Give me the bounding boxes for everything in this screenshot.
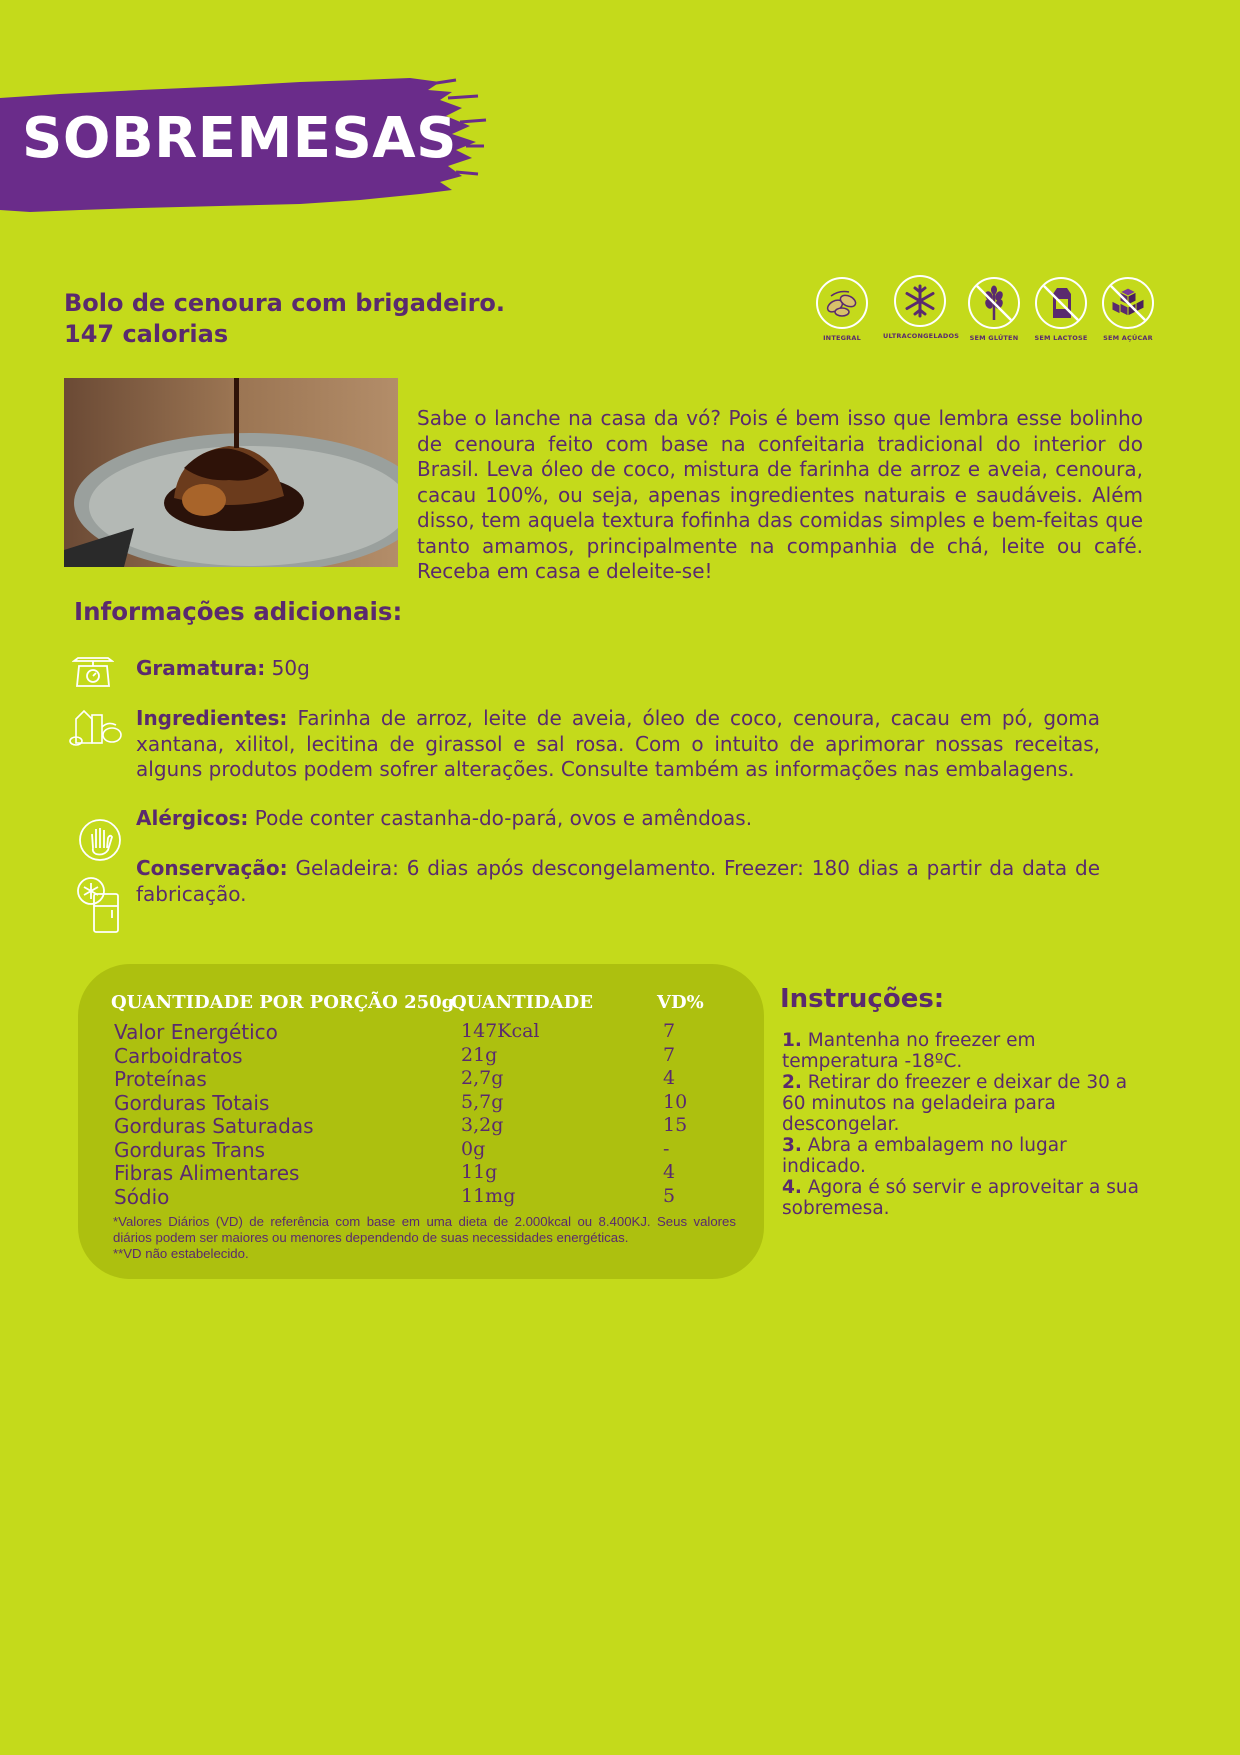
- info-ingredientes-value: Farinha de arroz, leite de aveia, óleo de coco, cenoura, cacau em pó, goma xantana, xilitol, lecitina de girassol e sal rosa. Com o intuito de aprimorar nossas receitas, alguns produtos podem sofrer alterações. Consulte também as informações nas embalagens.: [136, 706, 1100, 781]
- nutrient-quantity: 11mg: [461, 1184, 516, 1207]
- nutrient-name: Carboidratos: [114, 1043, 243, 1068]
- nutrition-header-portion: QUANTIDADE POR PORÇÃO 250g: [111, 992, 455, 1013]
- nutrient-quantity: 2,7g: [461, 1067, 504, 1089]
- info-heading: Informações adicionais:: [74, 597, 403, 626]
- ingredients-icon: [68, 709, 122, 747]
- badge-label: SEM LACTOSE: [1034, 334, 1088, 342]
- info-gramatura: [136, 656, 1100, 682]
- product-photo: [64, 378, 398, 567]
- product-title-line-1: Bolo de cenoura com brigadeiro.: [64, 289, 506, 317]
- nutrition-row: [114, 1067, 714, 1091]
- instruction-step-number: 1.: [782, 1030, 802, 1051]
- snowflake-icon: [893, 274, 947, 328]
- nutrient-vd: 10: [663, 1090, 688, 1113]
- grains-icon: [815, 276, 869, 330]
- nutrient-name: Proteínas: [114, 1067, 207, 1091]
- instruction-step: [782, 1177, 1152, 1219]
- nutrient-vd: 4: [663, 1067, 676, 1089]
- wheat-crossed-icon: [967, 276, 1021, 330]
- nutrition-row: [114, 1161, 714, 1185]
- nutrition-footnote-vd: *Valores Diários (VD) de referência com base em uma dieta de 2.000kcal ou 8.400KJ. Seus valores diários podem ser maiores ou menores dependendo de suas necessidades energéticas.: [113, 1214, 736, 1245]
- nutrient-name: Gorduras Totais: [114, 1090, 270, 1115]
- info-gramatura-label: Gramatura:: [136, 656, 266, 680]
- nutrient-vd: 15: [663, 1114, 688, 1136]
- nutrient-vd: 7: [663, 1043, 676, 1066]
- instruction-step-text: Mantenha no freezer em temperatura -18ºC.: [782, 1030, 1036, 1072]
- nutrient-name: Fibras Alimentares: [114, 1161, 300, 1185]
- nutrient-vd: -: [663, 1137, 670, 1160]
- badge-label: INTEGRAL: [823, 334, 861, 342]
- nutrition-header-quantity: QUANTIDADE: [451, 992, 593, 1013]
- nutrient-quantity: 21g: [461, 1043, 498, 1066]
- allergy-hand-icon: [78, 818, 122, 862]
- info-alergicos-label: Alérgicos:: [136, 806, 249, 830]
- nutrition-header-vd: VD%: [657, 992, 704, 1013]
- milk-carton-crossed-icon: [1034, 276, 1088, 330]
- info-gramatura-value: 50g: [271, 656, 310, 680]
- badge-sem-acucar: [1091, 276, 1165, 342]
- product-calories: 147 calorias: [64, 320, 229, 348]
- nutrition-row: [114, 1044, 714, 1068]
- nutrient-quantity: 5,7g: [461, 1090, 504, 1113]
- product-description: Sabe o lanche na casa da vó? Pois é bem isso que lembra esse bolinho de cenoura feito com base na confeitaria tradicional do interior do Brasil. Leva óleo de coco, mistura de farinha de arroz e aveia, cenoura, cacau 100%, ou seja, apenas ingredientes naturais e saudáveis. Além disso, tem aquela textura fofinha das comidas simples e bem-feitas que tanto amamos, principalmente na companhia de chá, leite ou café. Receba em casa e deleite-se!: [417, 406, 1143, 583]
- instruction-step-text: Retirar do freezer e deixar de 30 a 60 minutos na geladeira para descongelar.: [782, 1072, 1128, 1135]
- info-ingredientes: [136, 706, 1100, 783]
- badge-label: ULTRACONGELADOS: [883, 332, 960, 340]
- nutrient-name: Sódio: [114, 1184, 170, 1209]
- scale-icon: [72, 656, 114, 688]
- nutrition-footnote-not-established: **VD não estabelecido.: [113, 1246, 249, 1261]
- nutrient-quantity: 3,2g: [461, 1114, 504, 1136]
- nutrient-name: Gorduras Trans: [114, 1137, 266, 1162]
- nutrition-row: [114, 1138, 714, 1162]
- badge-ultracongelados: [883, 274, 960, 340]
- nutrition-row: [114, 1020, 714, 1044]
- instructions-heading: Instruções:: [780, 984, 945, 1014]
- nutrient-vd: 4: [663, 1161, 676, 1183]
- nutrition-row: [114, 1091, 714, 1115]
- instruction-step-text: Abra a embalagem no lugar indicado.: [782, 1135, 1067, 1177]
- fridge-snowflake-icon: [76, 876, 122, 934]
- instructions-list: [782, 1030, 1152, 1219]
- instruction-step-number: 2.: [782, 1072, 802, 1093]
- instruction-step-text: Agora é só servir e aproveitar a sua sobremesa.: [782, 1177, 1139, 1219]
- product-title: [64, 288, 505, 350]
- badge-label: SEM AÇÚCAR: [1103, 334, 1153, 342]
- instruction-step-number: 3.: [782, 1135, 802, 1156]
- badge-label: SEM GLÚTEN: [969, 334, 1019, 342]
- nutrition-row: [114, 1185, 714, 1209]
- info-conservacao-value: Geladeira: 6 dias após descongelamento. Freezer: 180 dias a partir da data de fabricação.: [136, 856, 1100, 906]
- nutrient-name: Valor Energético: [114, 1020, 278, 1044]
- nutrient-quantity: 147Kcal: [461, 1020, 540, 1042]
- nutrient-vd: 7: [663, 1020, 676, 1042]
- nutrition-row: [114, 1114, 714, 1138]
- badge-sem-gluten: [957, 276, 1031, 342]
- nutrient-quantity: 11g: [461, 1161, 498, 1183]
- instruction-step-number: 4.: [782, 1177, 802, 1198]
- info-conservacao: [136, 856, 1100, 907]
- info-conservacao-label: Conservação:: [136, 856, 288, 880]
- badge-integral: [805, 276, 879, 342]
- badge-sem-lactose: [1024, 276, 1098, 342]
- instruction-step: [782, 1030, 1152, 1072]
- badge-row: [805, 276, 1165, 346]
- instruction-step: [782, 1135, 1152, 1177]
- section-title: SOBREMESAS: [22, 106, 457, 171]
- info-ingredientes-label: Ingredientes:: [136, 706, 288, 730]
- sugar-cubes-crossed-icon: [1101, 276, 1155, 330]
- info-alergicos-value: Pode conter castanha-do-pará, ovos e amêndoas.: [254, 806, 753, 830]
- nutrition-footnote: [113, 1214, 736, 1262]
- nutrient-vd: 5: [663, 1184, 676, 1207]
- nutrient-name: Gorduras Saturadas: [114, 1114, 314, 1138]
- info-alergicos: [136, 806, 1100, 832]
- instruction-step: [782, 1072, 1152, 1135]
- nutrient-quantity: 0g: [461, 1137, 486, 1160]
